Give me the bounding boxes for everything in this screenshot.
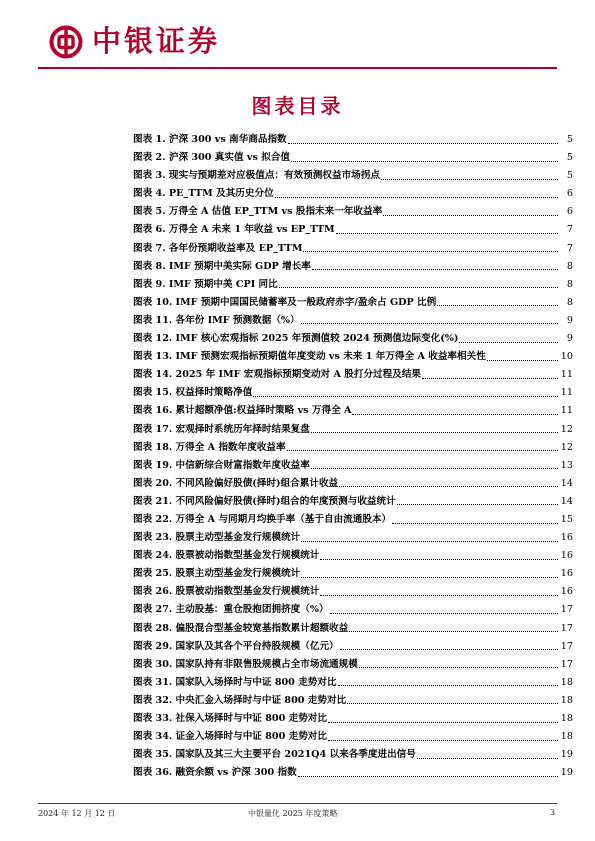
toc-leader-dots bbox=[328, 740, 558, 741]
toc-leader-dots bbox=[328, 722, 558, 723]
toc-entry[interactable] bbox=[133, 638, 573, 656]
toc-leader-dots bbox=[437, 305, 558, 306]
toc-entry[interactable] bbox=[133, 692, 573, 710]
toc-entry-label: 图表 13. IMF 预测宏观指标预期值年度变动 vs 未来 1 年万得全 A 收益率相关性 bbox=[133, 351, 486, 363]
toc-entry-page: 10 bbox=[560, 351, 573, 363]
toc-entry-label: 图表 30. 国家队持有非限售股规模占全市场流通规模 bbox=[133, 658, 358, 670]
toc-entry-page: 19 bbox=[560, 767, 573, 779]
toc-leader-dots bbox=[340, 649, 558, 650]
toc-entry-label: 图表 29. 国家队及其各个平台持股规模（亿元） bbox=[133, 640, 339, 652]
toc-leader-dots bbox=[311, 468, 558, 469]
toc-entry-label: 图表 28. 偏股混合型基金较宽基指数累计超额收益 bbox=[133, 622, 349, 634]
toc-entry-label: 图表 25. 股票主动型基金发行规模统计 bbox=[133, 568, 301, 580]
toc-entry-page: 18 bbox=[560, 694, 573, 706]
toc-entry[interactable] bbox=[133, 402, 573, 420]
toc-entry[interactable] bbox=[133, 439, 573, 457]
toc-entry[interactable] bbox=[133, 764, 573, 782]
footer-date: 2024 年 12 月 12 日 bbox=[38, 809, 116, 818]
footer-divider bbox=[38, 803, 557, 804]
toc-leader-dots bbox=[349, 631, 558, 632]
toc-entry-page: 15 bbox=[560, 513, 573, 525]
toc-leader-dots bbox=[320, 559, 558, 560]
page-header bbox=[0, 0, 595, 78]
toc-entry-page: 12 bbox=[560, 441, 573, 453]
toc-entry-label: 图表 10. IMF 预期中国国民储蓄率及一般政府赤字/盈余占 GDP 比例 bbox=[133, 296, 437, 308]
toc-entry-page: 5 bbox=[566, 134, 573, 145]
toc-entry-page: 16 bbox=[560, 568, 573, 580]
toc-entry[interactable] bbox=[133, 384, 573, 402]
toc-entry[interactable] bbox=[133, 312, 573, 330]
toc-entry-label: 图表 26. 股票被动指数型基金发行规模统计 bbox=[133, 586, 320, 598]
toc-entry-label: 图表 34. 证金入场择时与中证 800 走势对比 bbox=[133, 731, 327, 743]
toc-leader-dots bbox=[312, 269, 558, 270]
toc-entry[interactable] bbox=[133, 276, 573, 294]
toc-entry[interactable] bbox=[133, 185, 573, 203]
toc-entry[interactable] bbox=[133, 674, 573, 692]
toc-entry[interactable] bbox=[133, 258, 573, 276]
toc-entry[interactable] bbox=[133, 583, 573, 601]
toc-entry-label: 图表 24. 股票被动指数型基金发行规模统计 bbox=[133, 550, 320, 562]
toc-entry-page: 14 bbox=[560, 477, 573, 489]
toc-entry[interactable] bbox=[133, 348, 573, 366]
toc-entry-label: 图表 8. IMF 预期中美实际 GDP 增长率 bbox=[133, 260, 311, 272]
toc-entry[interactable] bbox=[133, 565, 573, 583]
toc-entry[interactable] bbox=[133, 294, 573, 312]
toc-entry[interactable] bbox=[133, 620, 573, 638]
toc-leader-dots bbox=[392, 523, 558, 524]
toc-entry-page: 11 bbox=[560, 387, 573, 399]
toc-leader-dots bbox=[383, 215, 558, 216]
toc-entry[interactable] bbox=[133, 149, 573, 167]
toc-entry-page: 14 bbox=[560, 495, 573, 507]
toc-entry-label: 图表 20. 不同风险偏好股债(择时)组合累计收益 bbox=[133, 477, 339, 489]
toc-leader-dots bbox=[359, 667, 558, 668]
toc-entry-page: 11 bbox=[560, 369, 573, 381]
toc-leader-dots bbox=[287, 450, 558, 451]
toc-entry-label: 图表 32. 中央汇金入场择时与中证 800 走势对比 bbox=[133, 694, 347, 706]
toc-entry-label: 图表 33. 社保入场择时与中证 800 走势对比 bbox=[133, 713, 327, 724]
toc-leader-dots bbox=[459, 342, 558, 343]
toc-entry-page: 16 bbox=[560, 550, 573, 562]
toc-entry[interactable] bbox=[133, 221, 573, 239]
toc-entry[interactable] bbox=[133, 240, 573, 258]
toc-entry-label: 图表 14. 2025 年 IMF 宏观指标预期变动对 A 股打分过程及结果 bbox=[133, 369, 422, 381]
toc-leader-dots bbox=[298, 776, 558, 777]
toc-title: 图表目录 bbox=[251, 94, 344, 118]
toc-leader-dots bbox=[417, 758, 558, 759]
toc-entry[interactable] bbox=[133, 601, 573, 619]
toc-entry[interactable] bbox=[133, 656, 573, 674]
toc-entry[interactable] bbox=[133, 131, 573, 149]
toc-leader-dots bbox=[311, 432, 558, 433]
toc-entry-label: 图表 15. 权益择时策略净值 bbox=[133, 387, 253, 399]
toc-leader-dots bbox=[253, 396, 558, 397]
toc-entry-page: 18 bbox=[560, 731, 573, 743]
toc-entry-page: 8 bbox=[566, 296, 573, 308]
toc-leader-dots bbox=[288, 143, 558, 144]
footer-doc-title: 中银量化 2025 年度策略 bbox=[248, 809, 338, 818]
toc-leader-dots bbox=[301, 541, 558, 542]
toc-entry-page: 17 bbox=[560, 604, 573, 616]
toc-entry-label: 图表 16. 累计超额净值:权益择时策略 vs 万得全 A bbox=[133, 405, 352, 417]
toc-leader-dots bbox=[320, 595, 558, 596]
toc-entry-label: 图表 21. 不同风险偏好股债(择时)组合的年度预测与收益统计 bbox=[133, 495, 396, 507]
toc-entry[interactable] bbox=[133, 511, 573, 529]
toc-entry[interactable] bbox=[133, 203, 573, 221]
toc-entry-label: 图表 36. 融资余额 vs 沪深 300 指数 bbox=[133, 767, 297, 779]
toc-entry[interactable] bbox=[133, 493, 573, 511]
toc-entry-label: 图表 18. 万得全 A 指数年度收益率 bbox=[133, 441, 286, 453]
toc-entry[interactable] bbox=[133, 547, 573, 565]
toc-entry-label: 图表 22. 万得全 A 与同期月均换手率（基于自由流通股本） bbox=[133, 513, 392, 525]
toc-entry[interactable] bbox=[133, 475, 573, 493]
bank-of-china-logo-icon bbox=[49, 25, 83, 59]
toc-entry-page: 16 bbox=[560, 532, 573, 544]
toc-entry-page: 13 bbox=[560, 459, 573, 471]
toc-leader-dots bbox=[275, 197, 558, 198]
toc-entry-page: 8 bbox=[566, 278, 573, 290]
toc-entry-page: 9 bbox=[566, 314, 573, 326]
toc-entry-label: 图表 11. 各年份 IMF 预测数据（%） bbox=[133, 314, 300, 326]
toc-entry-page: 17 bbox=[560, 622, 573, 634]
toc-entry[interactable] bbox=[133, 529, 573, 547]
toc-leader-dots bbox=[422, 378, 558, 379]
toc-entry-label: 图表 4. PE_TTM 及其历史分位 bbox=[133, 188, 274, 200]
toc-leader-dots bbox=[352, 414, 558, 415]
company-logo-text: 中银证券 bbox=[92, 24, 221, 58]
toc-entry-label: 图表 19. 中信新综合财富指数年度收益率 bbox=[133, 459, 310, 471]
toc-entry-page: 6 bbox=[566, 206, 573, 218]
toc-entry-label: 图表 27. 主动股基：重仓股抱团拥挤度（%） bbox=[133, 604, 329, 616]
toc-entry-label: 图表 7. 各年份预期收益率及 EP_TTM bbox=[133, 242, 303, 254]
toc-entry[interactable] bbox=[133, 366, 573, 384]
toc-entry-label: 图表 6. 万得全 A 未来 1 年收益 vs EP_TTM bbox=[133, 224, 335, 236]
toc-entry[interactable] bbox=[133, 330, 573, 348]
toc-entry-label: 图表 23. 股票主动型基金发行规模统计 bbox=[133, 532, 301, 544]
toc-entry-label: 图表 17. 宏观择时系统历年择时结果复盘 bbox=[133, 423, 310, 435]
header-divider bbox=[38, 67, 557, 69]
toc-leader-dots bbox=[301, 577, 558, 578]
toc-leader-dots bbox=[279, 287, 558, 288]
toc-leader-dots bbox=[338, 685, 558, 686]
toc-entry[interactable] bbox=[133, 728, 573, 746]
toc-entry[interactable] bbox=[133, 421, 573, 439]
toc-leader-dots bbox=[397, 504, 558, 505]
toc-entry-page: 12 bbox=[560, 423, 573, 435]
toc-entry-page: 18 bbox=[560, 713, 573, 724]
toc-leader-dots bbox=[487, 360, 558, 361]
toc-entry[interactable] bbox=[133, 746, 573, 764]
toc-entry-page: 19 bbox=[560, 749, 573, 761]
toc-entry-label: 图表 2. 沪深 300 真实值 vs 拟合值 bbox=[133, 152, 290, 164]
toc-leader-dots bbox=[330, 613, 558, 614]
toc-entry-label: 图表 3. 现实与预期差对应极值点：有效预测权益市场拐点 bbox=[133, 170, 380, 182]
toc-entry-page: 16 bbox=[560, 586, 573, 598]
toc-entry[interactable] bbox=[133, 167, 573, 185]
toc-list bbox=[133, 131, 573, 782]
toc-leader-dots bbox=[303, 251, 558, 252]
toc-entry-page: 5 bbox=[566, 152, 573, 164]
toc-entry-page: 17 bbox=[560, 640, 573, 652]
toc-entry-page: 7 bbox=[566, 224, 573, 236]
toc-entry-page: 7 bbox=[566, 242, 573, 254]
toc-entry-page: 8 bbox=[566, 260, 573, 272]
toc-entry-label: 图表 35. 国家队及其三大主要平台 2021Q4 以来各季度进出信号 bbox=[133, 749, 416, 761]
toc-entry-page: 6 bbox=[566, 188, 573, 200]
toc-entry-page: 5 bbox=[566, 170, 573, 182]
toc-entry-label: 图表 31. 国家队入场择时与中证 800 走势对比 bbox=[133, 676, 337, 688]
toc-leader-dots bbox=[347, 703, 558, 704]
toc-entry[interactable] bbox=[133, 710, 573, 728]
toc-entry-page: 18 bbox=[560, 676, 573, 688]
toc-entry-page: 17 bbox=[560, 658, 573, 670]
footer-page-number: 3 bbox=[550, 808, 556, 817]
toc-entry-label: 图表 12. IMF 核心宏观指标 2025 年预测值较 2024 预测值边际变化(%) bbox=[133, 333, 459, 345]
toc-entry-label: 图表 9. IMF 预期中美 CPI 同比 bbox=[133, 278, 278, 290]
toc-entry-label: 图表 1. 沪深 300 vs 南华商品指数 bbox=[133, 134, 287, 145]
toc-leader-dots bbox=[381, 179, 558, 180]
toc-leader-dots bbox=[339, 486, 558, 487]
toc-entry-page: 9 bbox=[566, 333, 573, 345]
toc-entry[interactable] bbox=[133, 457, 573, 475]
toc-entry-page: 11 bbox=[560, 405, 573, 417]
toc-entry-label: 图表 5. 万得全 A 估值 EP_TTM vs 股指未来一年收益率 bbox=[133, 206, 383, 218]
toc-leader-dots bbox=[336, 233, 558, 234]
toc-leader-dots bbox=[301, 323, 558, 324]
toc-leader-dots bbox=[291, 161, 558, 162]
